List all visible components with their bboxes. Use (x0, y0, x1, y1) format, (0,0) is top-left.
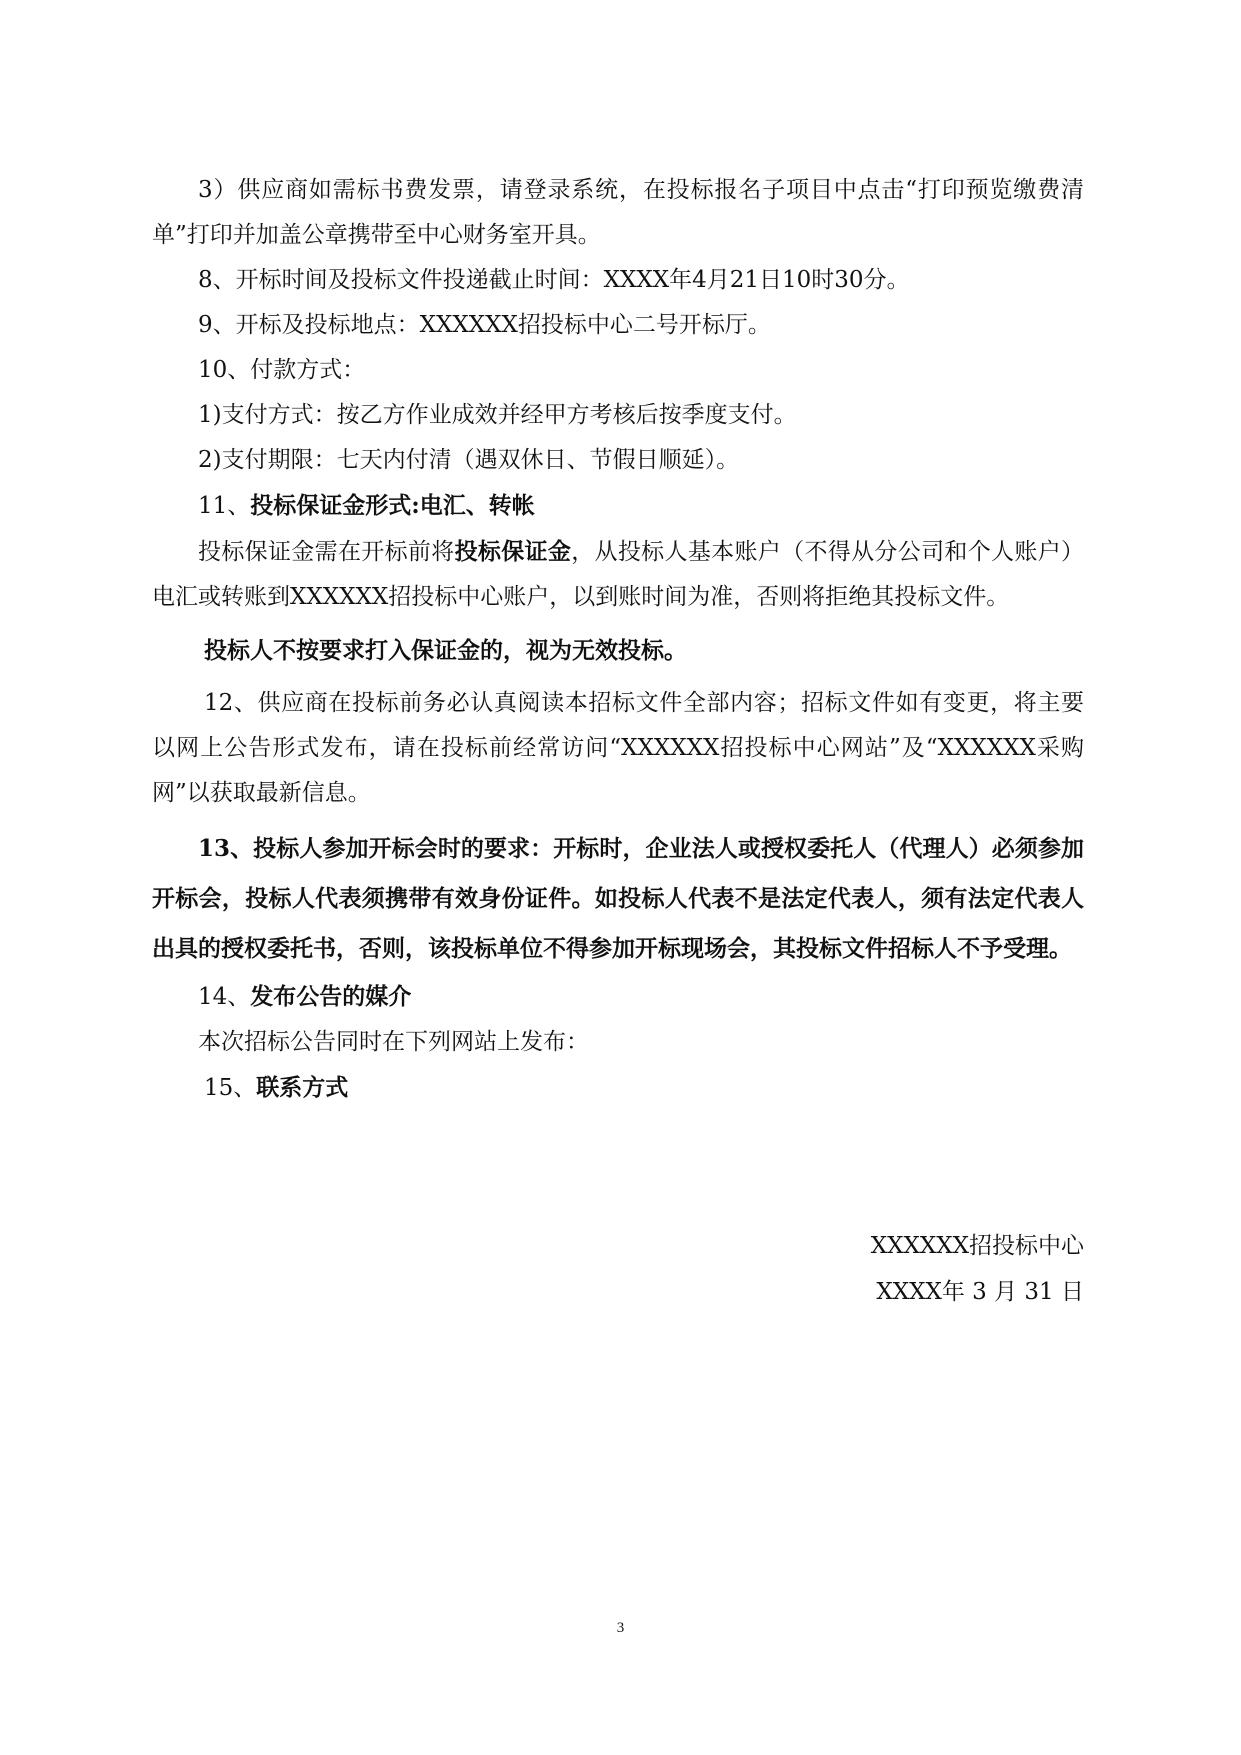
contact-heading-title: 联系方式 (256, 1074, 349, 1101)
paragraph-deposit-heading (152, 483, 1084, 529)
media-heading-title: 发布公告的媒介 (250, 983, 412, 1010)
paragraph-invoice-note: 3）供应商如需标书费发票，请登录系统，在投标报名子项目中点击“打印预览缴费清单”打印并加盖公章携带至中心财务室开具。 (152, 177, 1084, 248)
paragraph-bid-opening-location: 9、开标及投标地点：XXXXXX招投标中心二号开标厅。 (198, 312, 771, 338)
signature-block (152, 1223, 1084, 1315)
paragraph-media-heading (152, 974, 1084, 1020)
paragraph-payment-method: 1)支付方式：按乙方作业成效并经甲方考核后按季度支付。 (198, 402, 797, 428)
paragraph-media-body: 本次招标公告同时在下列网站上发布： (198, 1029, 589, 1055)
paragraph-payment-method-heading: 10、付款方式： (198, 357, 366, 383)
signature-date: XXXX年 3 月 31 日 (876, 1279, 1084, 1305)
paragraph-deposit-body (152, 529, 1084, 620)
page-number: 3 (616, 1620, 625, 1636)
deposit-heading-title: 投标保证金形式:电汇、转帐 (250, 492, 535, 519)
contact-heading-number: 15、 (204, 1075, 257, 1101)
deposit-body-part-a: 投标保证金需在开标前将 (198, 539, 455, 565)
document-body (152, 168, 1085, 1305)
paragraph-read-documents: 12、供应商在投标前务必认真阅读本招标文件全部内容；招标文件如有变更，将主要以网上公告形式发布，请在投标前经常访问“XXXXXX招投标中心网站”及“XXXXXX采购网”以获取最新信息。 (152, 690, 1084, 806)
paragraph-bid-opening-time: 8、开标时间及投标文件投递截止时间：XXXX年4月21日10时30分。 (198, 267, 910, 293)
deposit-body-bold: 投标保证金 (454, 538, 572, 565)
paragraph-meeting-requirements: 13、投标人参加开标会时的要求：开标时，企业法人或授权委托人（代理人）必须参加开标会，投标人代表须携带有效身份证件。如投标人代表不是法定代表人，须有法定代表人出具的授权委托书，否则，该投标单位不得参加开标现场会，其投标文件招标人不予受理。 (152, 835, 1084, 962)
deposit-body-part-b: ，从投标人基本账户（不得从分公司和个人账户）电汇或转账到XXXXXX招投标中心账户，以到账时间为准，否则将拒绝其投标文件。 (152, 539, 1085, 610)
paragraph-payment-term: 2)支付期限：七天内付清（遇双休日、节假日顺延）。 (198, 447, 740, 473)
paragraph-contact-heading (152, 1065, 1084, 1111)
deposit-heading-number: 11、 (198, 493, 251, 519)
signature-organization: XXXXXX招投标中心 (870, 1233, 1084, 1259)
paragraph-invalid-bid-warning: 投标人不按要求打入保证金的，视为无效投标。 (204, 637, 687, 664)
media-heading-number: 14、 (198, 984, 251, 1010)
